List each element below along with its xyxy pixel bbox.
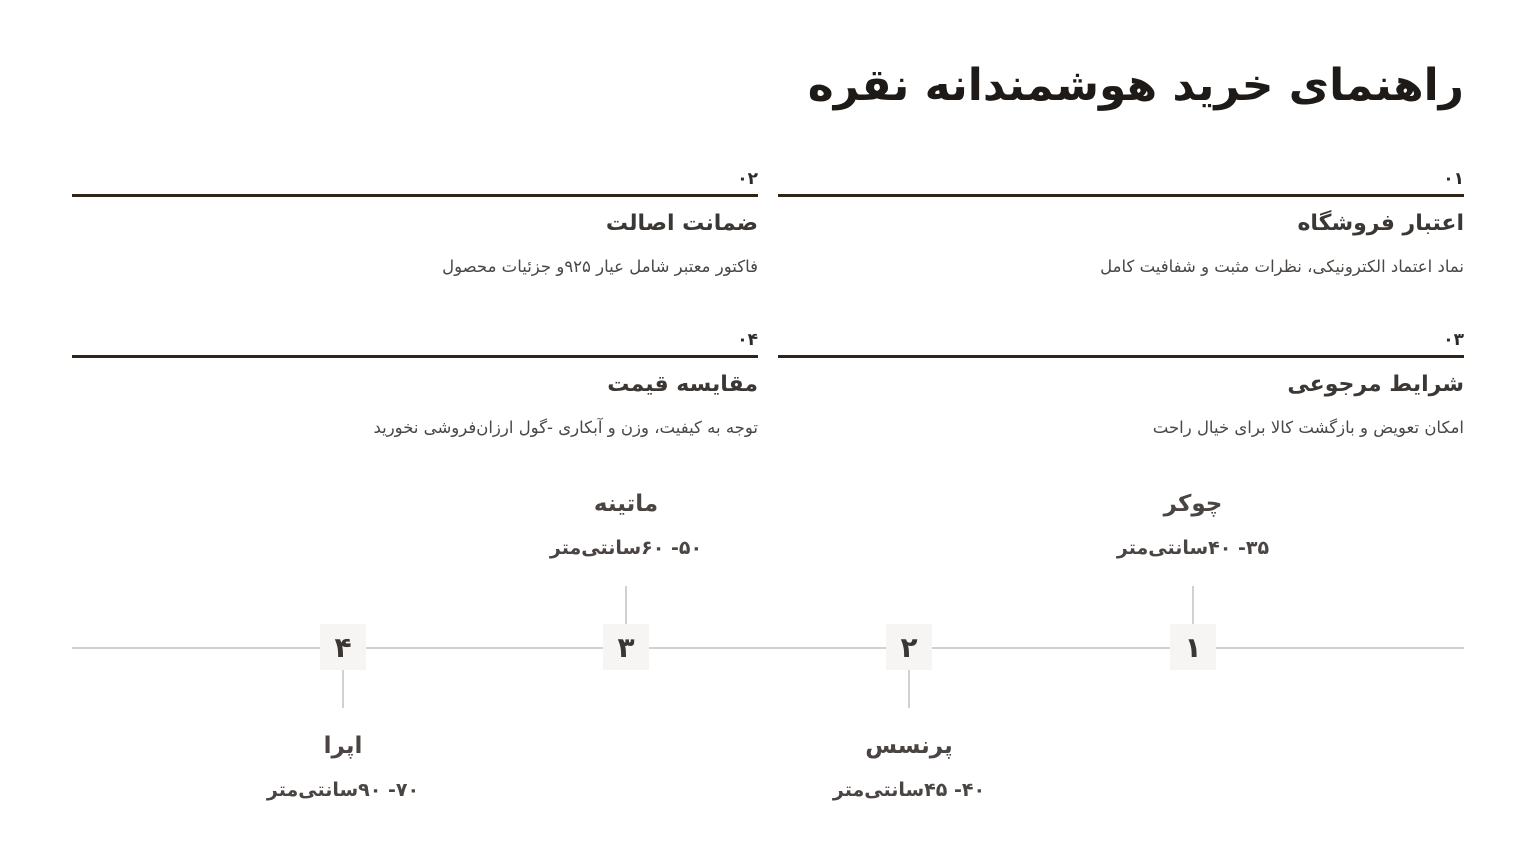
card-heading: شرایط مرجوعی: [1287, 372, 1464, 397]
timeline-axis: [72, 647, 1464, 649]
timeline-marker-1: ۱: [1170, 624, 1216, 670]
necklace-length: ۴۰- ۴۵سانتی‌متر: [832, 779, 986, 801]
card-price-comparison: [72, 329, 758, 440]
card-number: ۰۴: [737, 330, 758, 350]
timeline-marker-2: ۲: [886, 624, 932, 670]
card-store-credibility: [778, 168, 1464, 279]
timeline-label-matinee: [506, 488, 746, 562]
card-number: ۰۱: [1443, 169, 1464, 189]
card-divider: [778, 355, 1464, 358]
timeline-marker-4: ۴: [320, 624, 366, 670]
necklace-length: ۳۵- ۴۰سانتی‌متر: [1116, 537, 1270, 559]
timeline-connector: [908, 670, 910, 708]
card-heading: ضمانت اصالت: [605, 211, 758, 236]
card-description: توجه به کیفیت، وزن و آبکاری -گول ارزان‌فروشی نخورید: [373, 418, 758, 437]
timeline-label-princess: [789, 730, 1029, 804]
timeline-connector: [625, 586, 627, 624]
card-number: ۰۳: [1443, 330, 1464, 350]
timeline-connector: [342, 670, 344, 708]
card-divider: [72, 194, 758, 197]
card-number: ۰۲: [737, 169, 758, 189]
card-return-policy: [778, 329, 1464, 440]
necklace-type-name: چوکر: [1163, 491, 1223, 517]
card-description: فاکتور معتبر شامل عیار ۹۲۵و جزئیات محصول: [442, 257, 758, 276]
necklace-length: ۵۰- ۶۰سانتی‌متر: [549, 537, 703, 559]
necklace-type-name: ماتینه: [593, 491, 659, 517]
timeline-connector: [1192, 586, 1194, 624]
timeline-label-choker: [1073, 488, 1313, 562]
card-heading: مقایسه قیمت: [607, 372, 758, 397]
card-divider: [72, 355, 758, 358]
card-description: نماد اعتماد الکترونیکی، نظرات مثبت و شفافیت کامل: [1100, 257, 1464, 276]
card-heading: اعتبار فروشگاه: [1297, 211, 1464, 236]
necklace-type-name: پرنسس: [865, 733, 953, 759]
necklace-type-name: اپرا: [323, 733, 363, 759]
card-description: امکان تعویض و بازگشت کالا برای خیال راحت: [1152, 418, 1464, 437]
card-divider: [778, 194, 1464, 197]
necklace-length: ۷۰- ۹۰سانتی‌متر: [266, 779, 420, 801]
timeline-label-opera: [223, 730, 463, 804]
timeline-marker-3: ۳: [603, 624, 649, 670]
card-authenticity-guarantee: [72, 168, 758, 279]
page-title: راهنمای خرید هوشمندانه نقره: [807, 60, 1464, 111]
